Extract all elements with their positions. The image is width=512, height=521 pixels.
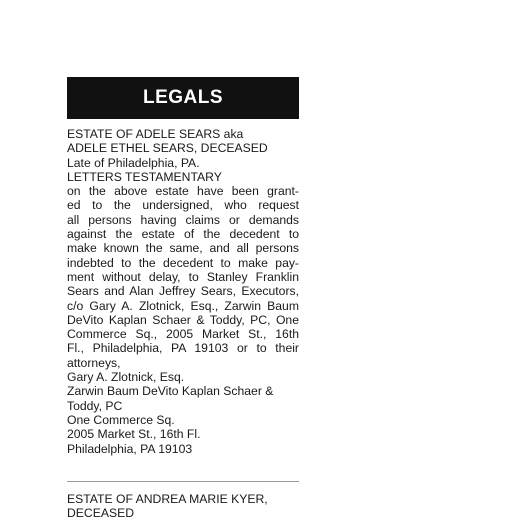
notice-andrea-kyer	[67, 492, 299, 521]
notice-line: Gary A. Zlotnick, Esq.	[67, 370, 185, 385]
notice-line: Commerce Sq., 2005 Market St., 16th	[67, 327, 299, 342]
notice-line: LETTERS TESTAMENTARY	[67, 169, 222, 184]
notice-line: indebted to the decedent to make pay-	[67, 255, 299, 270]
notice-line: ed to the undersigned, who request	[67, 198, 299, 213]
notice-line: ESTATE OF ADELE SEARS aka	[67, 127, 244, 141]
notice-line: attorneys,	[67, 355, 121, 370]
notice-line: ADELE ETHEL SEARS, DECEASED	[67, 141, 268, 156]
notice-line: DECEASED	[67, 506, 135, 521]
legals-header	[67, 77, 299, 119]
notice-line: all persons having claims or demands	[67, 212, 299, 227]
notice-line: Sears and Alan Jeffrey Sears, Executors,	[67, 284, 299, 299]
notice-line: ESTATE OF ANDREA MARIE KYER,	[67, 492, 268, 506]
notice-line: One Commerce Sq.	[67, 412, 175, 427]
notice-line: make known the same, and all persons	[67, 241, 299, 256]
notice-line: c/o Gary A. Zlotnick, Esq., Zarwin Baum	[67, 298, 299, 313]
notice-line: ment without delay, to Stanley Franklin	[67, 269, 299, 284]
notice-line: Late of Philadelphia, PA.	[67, 155, 200, 170]
notice-line: against the estate of the decedent to	[67, 227, 299, 242]
notice-line: Philadelphia, PA 19103	[67, 441, 193, 456]
notice-adele-sears	[67, 127, 299, 456]
notice-line: Toddy, PC	[67, 398, 123, 413]
notice-line: Zarwin Baum DeVito Kaplan Schaer &	[67, 384, 274, 399]
notice-line: on the above estate have been grant-	[67, 184, 299, 199]
notice-line: DeVito Kaplan Schaer & Toddy, PC, One	[67, 312, 299, 327]
notice-line: Fl., Philadelphia, PA 19103 or to their	[67, 341, 299, 356]
legals-title: LEGALS	[142, 87, 224, 108]
notice-line: 2005 Market St., 16th Fl.	[67, 427, 201, 442]
divider	[67, 481, 299, 482]
